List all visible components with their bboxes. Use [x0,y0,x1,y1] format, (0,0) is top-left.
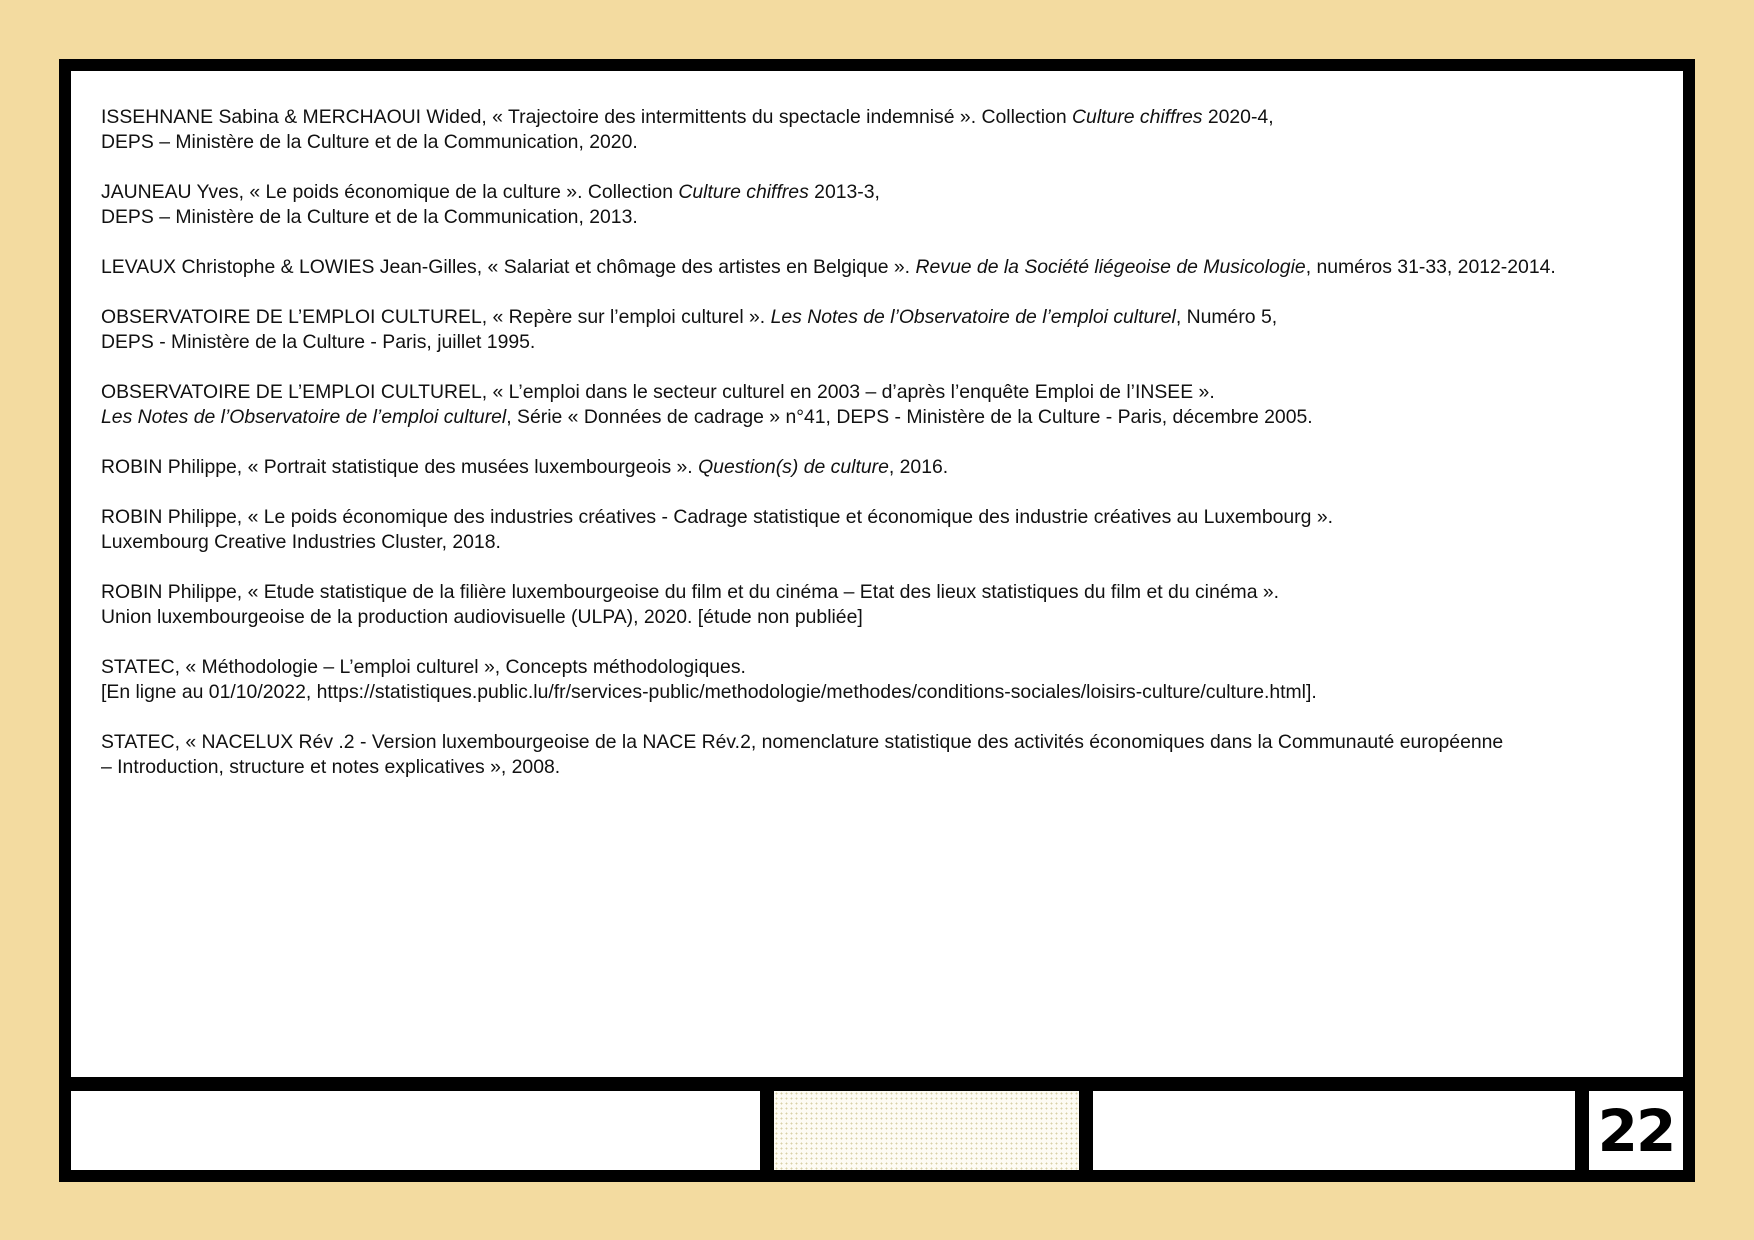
reference-line [101,130,1661,155]
footer-cell-dotted [774,1091,1079,1170]
reference-text: , Numéro 5, [1175,306,1278,328]
reference-text: LEVAUX Christophe & LOWIES Jean-Gilles, « Salariat et chômage des artistes en Belgique ». [101,256,916,278]
reference-text: ROBIN Philippe, « Etude statistique de la filière luxembourgeoise du film et du cinéma – Etat des lieux statistiques du film et du cinéma ». [101,581,1280,603]
reference-text: , numéros 31-33, 2012-2014. [1305,256,1556,278]
reference-text: DEPS – Ministère de la Culture et de la Communication, 2013. [101,206,638,228]
reference-text: , 2016. [888,456,949,478]
reference-text: 2020-4, [1202,106,1274,128]
references-list [101,105,1661,805]
reference-line [101,105,1661,130]
reference-text: – Introduction, structure et notes explicatives », 2008. [101,756,561,778]
content-panel [71,71,1683,1077]
reference-text: 2013-3, [808,181,880,203]
reference-text: STATEC, « Méthodologie – L’emploi culturel », Concepts méthodologiques. [101,656,746,678]
reference-title-italic: Question(s) de culture [698,456,889,478]
reference-text: [En ligne au 01/10/2022, https://statistiques.public.lu/fr/services-public/methodologie/methodes/conditions-sociales/loisirs-culture/culture.html]. [101,681,1317,703]
reference-text: Union luxembourgeoise de la production audiovisuelle (ULPA), 2020. [étude non publiée] [101,606,863,628]
reference-line [101,180,1661,205]
reference-entry [101,180,1661,230]
reference-text: Luxembourg Creative Industries Cluster, 2018. [101,531,501,553]
reference-text: ISSEHNANE Sabina & MERCHAOUI Wided, « Trajectoire des intermittents du spectacle indemnisé ». Collection [101,106,1073,128]
reference-line [101,305,1661,330]
reference-text: ROBIN Philippe, « Portrait statistique des musées luxembourgeois ». [101,456,699,478]
reference-line [101,330,1661,355]
reference-entry [101,105,1661,155]
reference-line [101,605,1661,630]
footer-cell-left [71,1091,760,1170]
reference-line [101,380,1661,405]
reference-entry [101,580,1661,630]
reference-line [101,755,1661,780]
reference-line [101,255,1661,280]
reference-line [101,405,1661,430]
reference-title-italic: Les Notes de l’Observatoire de l’emploi culturel [770,306,1176,328]
reference-entry [101,380,1661,430]
reference-text: , Série « Données de cadrage » n°41, DEPS - Ministère de la Culture - Paris, décembre 2005. [506,406,1313,428]
reference-line [101,580,1661,605]
reference-entry [101,505,1661,555]
page-frame [59,59,1695,1182]
reference-entry [101,655,1661,705]
reference-title-italic: Les Notes de l’Observatoire de l’emploi culturel [101,406,507,428]
reference-text: ROBIN Philippe, « Le poids économique des industries créatives - Cadrage statistique et économique des industrie créatives au Luxembourg ». [101,506,1333,528]
reference-title-italic: Revue de la Société liégeoise de Musicologie [915,256,1306,278]
page-number: 22 [1597,1096,1675,1165]
reference-line [101,505,1661,530]
reference-entry [101,730,1661,780]
reference-entry [101,305,1661,355]
reference-text: DEPS – Ministère de la Culture et de la Communication, 2020. [101,131,638,153]
reference-line [101,205,1661,230]
reference-title-italic: Culture chiffres [678,181,809,203]
reference-text: STATEC, « NACELUX Rév .2 - Version luxembourgeoise de la NACE Rév.2, nomenclature statistique des activités économiques dans la Communauté européenne [101,731,1504,753]
reference-line [101,455,1661,480]
footer-cell-right [1093,1091,1575,1170]
reference-line [101,655,1661,680]
reference-line [101,730,1661,755]
reference-line [101,680,1661,705]
reference-text: OBSERVATOIRE DE L’EMPLOI CULTUREL, « L’emploi dans le secteur culturel en 2003 – d’après l’enquête Emploi de l’INSEE ». [101,381,1215,403]
reference-entry [101,455,1661,480]
reference-text: DEPS - Ministère de la Culture - Paris, juillet 1995. [101,331,536,353]
reference-text: JAUNEAU Yves, « Le poids économique de la culture ». Collection [101,181,679,203]
reference-title-italic: Culture chiffres [1072,106,1203,128]
reference-entry [101,255,1661,280]
page-number-box [1589,1091,1683,1170]
reference-line [101,530,1661,555]
reference-text: OBSERVATOIRE DE L’EMPLOI CULTUREL, « Repère sur l’emploi culturel ». [101,306,771,328]
